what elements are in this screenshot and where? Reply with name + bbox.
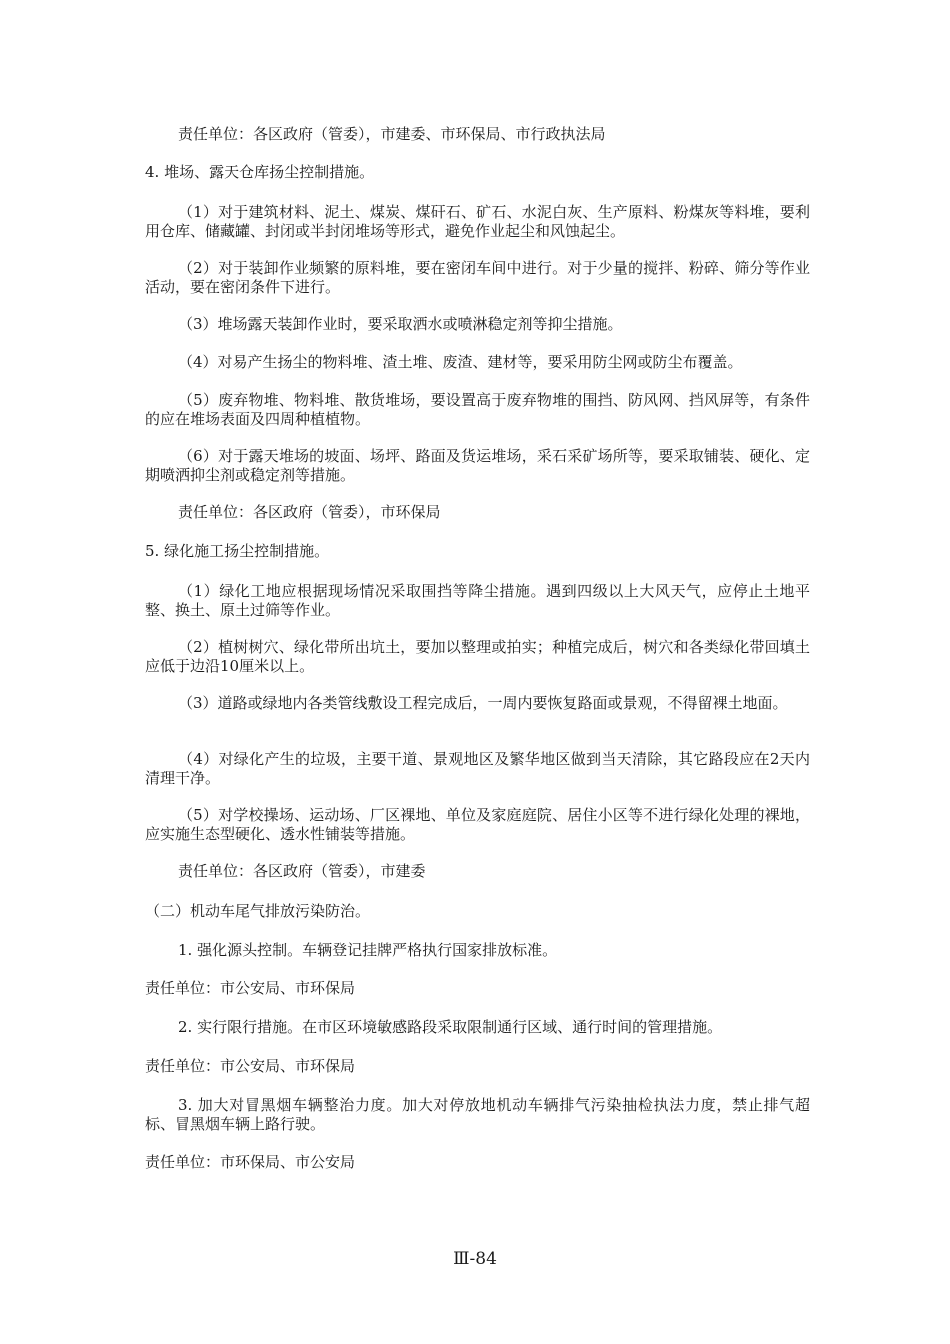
paragraph: （4）对绿化产生的垃圾，主要干道、景观地区及繁华地区做到当天清除，其它路段应在2天内清理干净。: [145, 750, 810, 787]
section-heading: （二）机动车尾气排放污染防治。: [145, 902, 371, 920]
item-heading: 5. 绿化施工扬尘控制措施。: [145, 542, 330, 560]
responsibility-line: 责任单位：市环保局、市公安局: [145, 1153, 356, 1171]
item-heading: 1. 强化源头控制。车辆登记挂牌严格执行国家排放标准。: [178, 941, 558, 959]
responsibility-line: 责任单位：市公安局、市环保局: [145, 979, 356, 997]
paragraph: （3）堆场露天装卸作业时，要采取洒水或喷淋稳定剂等抑尘措施。: [178, 315, 623, 333]
paragraph: （4）对易产生扬尘的物料堆、渣土堆、废渣、建材等，要采用防尘网或防尘布覆盖。: [178, 353, 743, 371]
page-number: Ⅲ-84: [453, 1249, 497, 1269]
responsibility-line: 责任单位：各区政府（管委），市建委: [178, 862, 426, 880]
responsibility-line: 责任单位：各区政府（管委），市建委、市环保局、市行政执法局: [178, 125, 606, 143]
responsibility-line: 责任单位：各区政府（管委），市环保局: [178, 503, 441, 521]
paragraph: （2）植树树穴、绿化带所出坑土，要加以整理或拍实；种植完成后，树穴和各类绿化带回填土应低于边沿10厘米以上。: [145, 638, 810, 675]
responsibility-line: 责任单位：市公安局、市环保局: [145, 1057, 356, 1075]
paragraph: （3）道路或绿地内各类管线敷设工程完成后，一周内要恢复路面或景观，不得留裸土地面。: [178, 694, 788, 712]
paragraph: （5）废弃物堆、物料堆、散货堆场，要设置高于废弃物堆的围挡、防风网、挡风屏等，有条件的应在堆场表面及四周种植植物。: [145, 391, 810, 428]
paragraph: （1）绿化工地应根据现场情况采取围挡等降尘措施。遇到四级以上大风天气，应停止土地平整、换土、原土过筛等作业。: [145, 582, 810, 619]
paragraph: 3. 加大对冒黑烟车辆整治力度。加大对停放地机动车辆排气污染抽检执法力度，禁止排气超标、冒黑烟车辆上路行驶。: [145, 1096, 810, 1133]
paragraph: （5）对学校操场、运动场、厂区裸地、单位及家庭庭院、居住小区等不进行绿化处理的裸地，应实施生态型硬化、透水性铺装等措施。: [145, 806, 810, 843]
paragraph: （1）对于建筑材料、泥土、煤炭、煤矸石、矿石、水泥白灰、生产原料、粉煤灰等料堆，要利用仓库、储藏罐、封闭或半封闭堆场等形式，避免作业起尘和风蚀起尘。: [145, 203, 810, 240]
item-heading: 2. 实行限行措施。在市区环境敏感路段采取限制通行区域、通行时间的管理措施。: [178, 1018, 723, 1036]
paragraph: （6）对于露天堆场的坡面、场坪、路面及货运堆场，采石采矿场所等，要采取铺装、硬化、定期喷洒抑尘剂或稳定剂等措施。: [145, 447, 810, 484]
item-heading: 4. 堆场、露天仓库扬尘控制措施。: [145, 163, 375, 181]
paragraph: （2）对于装卸作业频繁的原料堆，要在密闭车间中进行。对于少量的搅拌、粉碎、筛分等作业活动，要在密闭条件下进行。: [145, 259, 810, 296]
